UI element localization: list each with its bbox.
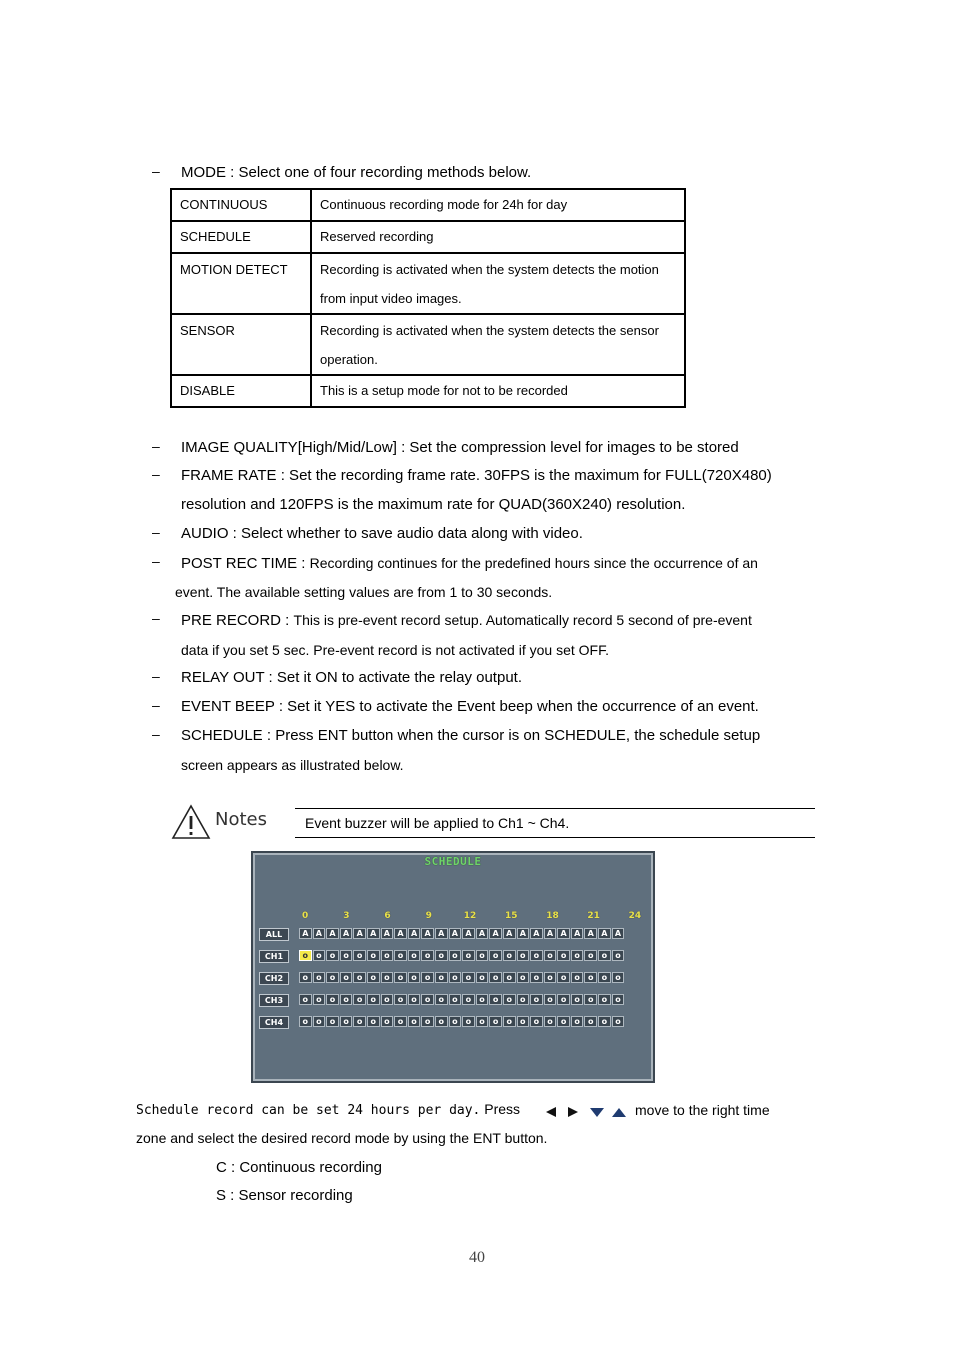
schedule-cell[interactable]: A <box>381 928 394 939</box>
schedule-cell[interactable]: o <box>394 1016 407 1027</box>
channel-label-all[interactable]: ALL <box>259 928 289 941</box>
frame-rate-text: FRAME RATE : Set the recording frame rate. 30FPS is the maximum for FULL(720X480) <box>181 467 772 484</box>
pre-record-text <box>181 609 752 632</box>
schedule-cell[interactable]: A <box>489 928 502 939</box>
mode-desc-line: operation. <box>320 352 378 367</box>
schedule-cell[interactable]: o <box>612 972 625 983</box>
schedule-cell[interactable]: o <box>381 1016 394 1027</box>
schedule-cell[interactable]: o <box>326 950 339 961</box>
schedule-cell[interactable]: o <box>598 950 611 961</box>
schedule-cell[interactable]: o <box>353 972 366 983</box>
schedule-cell[interactable]: A <box>530 928 543 939</box>
schedule-cell[interactable]: o <box>462 950 475 961</box>
schedule-cell[interactable]: o <box>503 972 516 983</box>
schedule-cell[interactable]: o <box>408 1016 421 1027</box>
schedule-cell[interactable]: o <box>557 972 570 983</box>
bullet-dash: – <box>152 668 160 684</box>
pre-record-text-cont: data if you set 5 sec. Pre-event record is not activated if you set OFF. <box>181 642 609 658</box>
schedule-cell[interactable]: o <box>449 972 462 983</box>
mode-desc <box>311 253 685 314</box>
continuous-legend: C : Continuous recording <box>216 1159 382 1176</box>
schedule-cell[interactable]: A <box>612 928 625 939</box>
schedule-cell[interactable]: A <box>584 928 597 939</box>
mode-desc-line: Recording is activated when the system detects the sensor <box>320 323 659 338</box>
schedule-cell[interactable]: o <box>353 994 366 1005</box>
schedule-cell[interactable]: A <box>544 928 557 939</box>
schedule-cell[interactable]: o <box>544 994 557 1005</box>
schedule-cell[interactable]: o <box>408 950 421 961</box>
mode-key: MOTION DETECT <box>171 253 311 314</box>
event-beep-text: EVENT BEEP : Set it YES to activate the Event beep when the occurrence of an event. <box>181 698 759 715</box>
schedule-cell[interactable]: A <box>557 928 570 939</box>
table-row <box>171 221 685 253</box>
down-up-arrows-icon <box>588 1105 630 1119</box>
schedule-cell[interactable]: A <box>598 928 611 939</box>
page-number: 40 <box>469 1249 485 1266</box>
schedule-cell[interactable]: o <box>462 994 475 1005</box>
move-text: move to the right time <box>635 1102 770 1118</box>
mode-desc <box>311 314 685 375</box>
post-rec-text-cont: event. The available setting values are from 1 to 30 seconds. <box>175 584 553 600</box>
schedule-cell[interactable]: o <box>598 994 611 1005</box>
schedule-cell[interactable]: A <box>394 928 407 939</box>
bullet-dash: – <box>152 524 160 540</box>
schedule-cell[interactable]: o <box>517 1016 530 1027</box>
schedule-cell[interactable]: o <box>544 1016 557 1027</box>
mode-desc-line: Recording is activated when the system detects the motion <box>320 262 659 277</box>
schedule-cell[interactable]: o <box>544 972 557 983</box>
schedule-cell[interactable]: o <box>612 950 625 961</box>
schedule-cell[interactable]: A <box>326 928 339 939</box>
left-right-arrows-icon <box>544 1105 584 1119</box>
relay-out-text: RELAY OUT : Set it ON to activate the relay output. <box>181 669 522 686</box>
pre-record-label: PRE RECORD : <box>181 612 294 629</box>
bullet-dash: – <box>152 438 160 454</box>
channel-label-ch4[interactable]: CH4 <box>259 1016 289 1029</box>
schedule-cell[interactable]: o <box>367 972 380 983</box>
schedule-cell[interactable]: o <box>571 950 584 961</box>
schedule-cell[interactable]: A <box>449 928 462 939</box>
schedule-text-cont: screen appears as illustrated below. <box>181 757 404 773</box>
schedule-cell[interactable]: o <box>381 950 394 961</box>
schedule-hint-line-2: zone and select the desired record mode by using the ENT button. <box>136 1130 548 1146</box>
schedule-cell[interactable]: o <box>435 950 448 961</box>
mode-desc: This is a setup mode for not to be recorded <box>311 375 685 407</box>
image-quality-text: IMAGE QUALITY[High/Mid/Low] : Set the compression level for images to be stored <box>181 439 739 456</box>
schedule-cell[interactable]: o <box>462 1016 475 1027</box>
schedule-cell[interactable]: o <box>421 972 434 983</box>
schedule-cell[interactable]: o <box>353 950 366 961</box>
schedule-row <box>299 950 624 962</box>
schedule-cell[interactable]: A <box>313 928 326 939</box>
sensor-legend: S : Sensor recording <box>216 1187 353 1204</box>
schedule-cell[interactable]: o <box>584 994 597 1005</box>
schedule-cell[interactable]: o <box>313 972 326 983</box>
schedule-cell[interactable]: o <box>503 1016 516 1027</box>
schedule-cell[interactable]: o <box>571 972 584 983</box>
schedule-row <box>299 994 624 1006</box>
schedule-cell[interactable]: o <box>421 1016 434 1027</box>
schedule-cell[interactable]: o <box>299 1016 312 1027</box>
schedule-cell[interactable]: o <box>299 972 312 983</box>
mode-key: DISABLE <box>171 375 311 407</box>
mode-table <box>170 188 686 408</box>
schedule-cell[interactable]: A <box>340 928 353 939</box>
schedule-cell[interactable]: o <box>435 972 448 983</box>
schedule-cell[interactable]: o <box>476 972 489 983</box>
schedule-cell[interactable]: o <box>489 972 502 983</box>
bullet-dash: – <box>152 610 160 626</box>
hour-label: 3 <box>343 911 350 921</box>
mode-desc: Reserved recording <box>311 221 685 253</box>
bullet-dash: – <box>152 553 160 569</box>
schedule-cell[interactable]: A <box>517 928 530 939</box>
mode-key: SENSOR <box>171 314 311 375</box>
schedule-cell[interactable]: o <box>517 994 530 1005</box>
hour-label: 15 <box>505 911 518 921</box>
schedule-cell[interactable]: o <box>503 950 516 961</box>
schedule-cell[interactable]: o <box>367 950 380 961</box>
schedule-cell[interactable]: o <box>408 994 421 1005</box>
schedule-cell[interactable]: o <box>530 1016 543 1027</box>
schedule-cell[interactable]: o <box>381 972 394 983</box>
bullet-dash: – <box>152 697 160 713</box>
schedule-cell[interactable]: o <box>421 950 434 961</box>
hour-label: 0 <box>302 911 309 921</box>
schedule-row <box>299 972 624 984</box>
schedule-cell[interactable]: o <box>598 1016 611 1027</box>
mode-key: SCHEDULE <box>171 221 311 253</box>
schedule-cell[interactable]: o <box>598 972 611 983</box>
channel-label-ch2[interactable]: CH2 <box>259 972 289 985</box>
schedule-cell[interactable]: o <box>517 972 530 983</box>
hour-label: 24 <box>628 911 642 921</box>
table-row <box>171 314 685 375</box>
schedule-cell[interactable]: o <box>571 994 584 1005</box>
schedule-cell[interactable]: o <box>449 1016 462 1027</box>
schedule-cell[interactable]: o <box>408 972 421 983</box>
schedule-cell[interactable]: o <box>421 994 434 1005</box>
post-rec-label: POST REC TIME : <box>181 555 310 572</box>
schedule-cell[interactable]: o <box>476 950 489 961</box>
schedule-cell[interactable]: o <box>584 972 597 983</box>
post-rec-desc: Recording continues for the predefined hours since the occurrence of an <box>309 555 758 571</box>
notes-box <box>295 808 815 838</box>
schedule-cell[interactable]: o <box>476 994 489 1005</box>
schedule-cell[interactable]: o <box>313 1016 326 1027</box>
warning-icon <box>171 804 211 840</box>
schedule-cell[interactable]: o <box>326 1016 339 1027</box>
schedule-cell[interactable]: o <box>435 1016 448 1027</box>
schedule-cell[interactable]: A <box>462 928 475 939</box>
schedule-cell[interactable]: o <box>530 972 543 983</box>
schedule-cell[interactable]: A <box>571 928 584 939</box>
schedule-text: SCHEDULE : Press ENT button when the cursor is on SCHEDULE, the schedule setup <box>181 727 761 744</box>
schedule-cell[interactable]: o <box>340 950 353 961</box>
table-row <box>171 189 685 221</box>
schedule-cell[interactable]: o <box>299 994 312 1005</box>
mode-key: CONTINUOUS <box>171 189 311 221</box>
schedule-cell[interactable]: o <box>489 1016 502 1027</box>
hour-label: 21 <box>587 911 600 921</box>
schedule-cell[interactable]: o <box>367 1016 380 1027</box>
schedule-cell[interactable]: o <box>340 1016 353 1027</box>
schedule-cell[interactable]: A <box>476 928 489 939</box>
schedule-cell[interactable]: o <box>476 1016 489 1027</box>
schedule-cell[interactable]: o <box>394 950 407 961</box>
schedule-cell[interactable]: o <box>612 994 625 1005</box>
hour-label: 18 <box>546 911 559 921</box>
schedule-screen <box>251 851 655 1083</box>
press-text: Press <box>480 1101 521 1117</box>
bullet-dash: – <box>152 163 160 179</box>
channel-label-ch1[interactable]: CH1 <box>259 950 289 963</box>
schedule-cell[interactable]: o <box>530 950 543 961</box>
frame-rate-text-cont: resolution and 120FPS is the maximum rate for QUAD(360X240) resolution. <box>181 496 686 513</box>
schedule-cell[interactable]: A <box>503 928 516 939</box>
schedule-cell[interactable]: o <box>571 1016 584 1027</box>
schedule-cell[interactable]: o <box>340 994 353 1005</box>
bullet-dash: – <box>152 726 160 742</box>
schedule-cell[interactable]: o <box>326 972 339 983</box>
mode-desc: Continuous recording mode for 24h for day <box>311 189 685 221</box>
audio-text: AUDIO : Select whether to save audio data along with video. <box>181 525 583 542</box>
schedule-cell[interactable]: o <box>584 950 597 961</box>
schedule-cell[interactable]: A <box>435 928 448 939</box>
schedule-hint-line <box>136 1101 520 1118</box>
schedule-cell[interactable]: o <box>449 994 462 1005</box>
hour-label: 9 <box>425 911 432 921</box>
schedule-cell[interactable]: A <box>299 928 312 939</box>
notes-text: Event buzzer will be applied to Ch1 ~ Ch4. <box>305 815 570 831</box>
schedule-row <box>299 1016 624 1028</box>
schedule-screen-title: SCHEDULE <box>424 855 482 868</box>
schedule-cell[interactable]: o <box>612 1016 625 1027</box>
schedule-cell[interactable]: o <box>557 1016 570 1027</box>
schedule-cell[interactable]: o <box>299 950 312 961</box>
table-row <box>171 253 685 314</box>
schedule-cell[interactable]: A <box>353 928 366 939</box>
schedule-cell[interactable]: o <box>489 950 502 961</box>
schedule-cell[interactable]: o <box>517 950 530 961</box>
schedule-cell[interactable]: o <box>340 972 353 983</box>
schedule-cell[interactable]: o <box>530 994 543 1005</box>
schedule-cell[interactable]: o <box>503 994 516 1005</box>
schedule-cell[interactable]: o <box>489 994 502 1005</box>
schedule-cell[interactable]: A <box>408 928 421 939</box>
mode-intro: MODE : Select one of four recording methods below. <box>181 164 532 181</box>
schedule-cell[interactable]: o <box>394 972 407 983</box>
schedule-cell[interactable]: o <box>557 950 570 961</box>
schedule-cell[interactable]: o <box>381 994 394 1005</box>
pre-record-desc: This is pre-event record setup. Automatically record 5 second of pre-event <box>293 612 752 628</box>
schedule-cell[interactable]: o <box>544 950 557 961</box>
schedule-cell[interactable]: A <box>421 928 434 939</box>
schedule-cell[interactable]: o <box>557 994 570 1005</box>
schedule-row <box>299 928 624 940</box>
schedule-cell[interactable]: o <box>462 972 475 983</box>
bullet-dash: – <box>152 466 160 482</box>
schedule-cell[interactable]: o <box>394 994 407 1005</box>
schedule-cell[interactable]: o <box>313 994 326 1005</box>
mode-desc-line: from input video images. <box>320 291 462 306</box>
table-row <box>171 375 685 407</box>
schedule-cell[interactable]: o <box>313 950 326 961</box>
schedule-cell[interactable]: o <box>584 1016 597 1027</box>
channel-label-ch3[interactable]: CH3 <box>259 994 289 1007</box>
schedule-hint-mono: Schedule record can be set 24 hours per day. <box>136 1103 481 1118</box>
schedule-cell[interactable]: o <box>367 994 380 1005</box>
schedule-cell[interactable]: A <box>367 928 380 939</box>
schedule-cell[interactable]: o <box>435 994 448 1005</box>
schedule-cell[interactable]: o <box>326 994 339 1005</box>
hour-label: 12 <box>463 911 477 921</box>
hour-label: 6 <box>384 911 391 921</box>
schedule-cell[interactable]: o <box>449 950 462 961</box>
schedule-cell[interactable]: o <box>353 1016 366 1027</box>
post-rec-text <box>181 552 758 575</box>
notes-label: Notes <box>215 809 267 830</box>
